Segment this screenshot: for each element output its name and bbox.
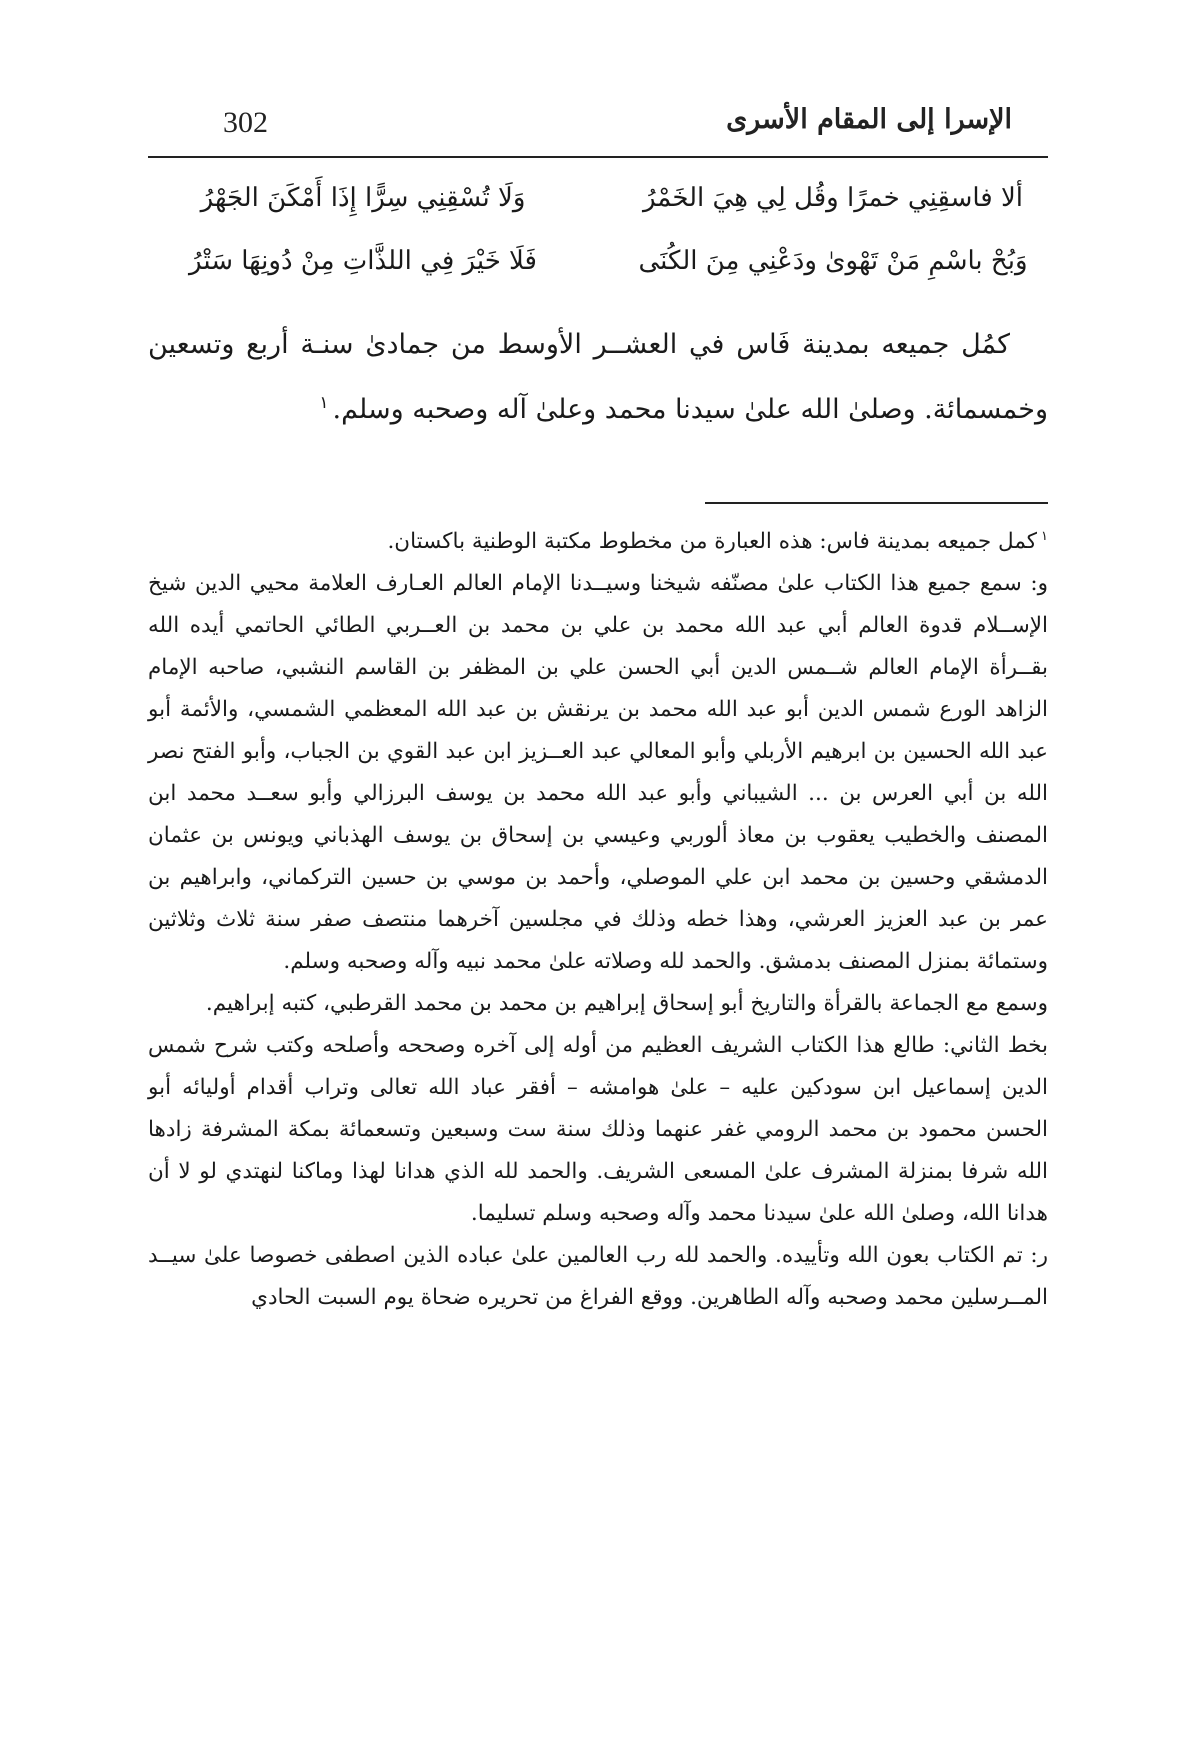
sama-note <box>148 983 1048 1025</box>
footnote-1 <box>148 516 1048 563</box>
manuscript-ra-note <box>148 1235 1048 1319</box>
colophon-paragraph <box>148 316 1048 439</box>
manuscript-label-second: بخط الثاني: <box>942 1033 1048 1059</box>
manuscript-waw-text: سمع جميع هذا الكتاب علىٰ مصنّفه شيخنا وسيــدنا الإمام العالم العـارف العلامة محيي الدين شيخ الإســلام قدوة العالم أبي عبد الله محمد بن علي بن محمد بن العــربي الطائي الحاتمي أيده الله بقــرأة الإمام العالم شــمس الدين أبي الحسن علي بن المظفر بن القاسم النشبي، صاحبه الإمام الزاهد الورع شمس الدين أبو عبد الله محمد بن يرنقش بن عبد الله المعظمي الشمسي، والأئمة أبو عبد الله الحسين بن ابرهيم الأربلي وأبو المعالي عبد العــزيز ابن عبد القوي بن الجباب، وأبو الفتح نصر الله بن أبي العرس بن ... الشيباني وأبو عبد الله محمد بن يوسف البرزالي وأبو سعــد محمد ابن المصنف والخطيب يعقوب بن معاذ ألوربي وعيسي بن إسحاق بن يوسف الهذباني ويونس بن عثمان الدمشقي وحسين بن محمد ابن علي الموصلي، وأحمد بن موسي بن حسين التركماني، وابراهيم بن عمر بن عبد العزيز العرشي، وهذا خطه وذلك في مجلسين آخرهما منتصف صفر سنة ثلاث وثلاثين وستمائة بمنزل المصنف بدمشق. والحمد لله وصلاته علىٰ محمد نبيه وآله وصحبه وسلم. <box>148 571 1048 975</box>
second-hand-note <box>148 1025 1048 1235</box>
footnote-reference: ١ <box>319 393 329 413</box>
footnote-1-text: كمل جميعه بمدينة فاس: هذه العبارة من مخطوط مكتبة الوطنية باكستان. <box>387 529 1038 555</box>
poem-verse <box>148 229 1048 292</box>
colophon-text: كمُل جميعه بمدينة فَاس في العشــر الأوسط من جمادىٰ سنـة أربع وتسعين وخمسمائة. وصلىٰ الله علىٰ سيدنا محمد وعلىٰ آله وصحبه وسلم. <box>148 329 1048 425</box>
sama-text: وسمع مع الجماعة بالقرأة والتاريخ أبو إسحاق إبراهيم بن محمد بن محمد القرطبي، كتبه إبراهيم. <box>205 991 1048 1017</box>
running-title: الإسرا إلى المقام الأسرى <box>726 104 1012 135</box>
footnote-marker: ١ <box>1041 529 1048 544</box>
footnote-separator <box>705 502 1048 504</box>
poem-verse <box>148 166 1048 229</box>
page-header <box>148 92 1048 152</box>
manuscript-waw-note <box>148 563 1048 983</box>
poem-first-hemistich: ألا فاسقِنِي خمرًا وقُل لِي هِيَ الخَمْرُ <box>642 182 1024 213</box>
manuscript-label-waw: و: <box>1030 571 1049 597</box>
footnotes <box>148 516 1048 1319</box>
poem-first-hemistich: وَبُحْ باسْمِ مَنْ تَهْوىٰ ودَعْنِي مِنَ الكُنَى <box>638 245 1028 276</box>
poem-second-hemistich: وَلَا تُسْقِنِي سِرًّا إِذَا أَمْكَنَ الجَهْرُ <box>200 182 526 213</box>
second-hand-text: طالع هذا الكتاب الشريف العظيم من أوله إلى آخره وصححه وأصلحه وكتب شرح شمس الدين إسماعيل ابن سودكين عليه – علىٰ هوامشه – أفقر عباد الله تعالى وتراب أقدام أوليائه أبو الحسن محمود بن محمد الرومي غفر عنهما وذلك سنة ست وسبعين وتسعمائة بمكة المشرفة زادها الله شرفا بمنزلة المشرف علىٰ المسعى الشريف. والحمد لله الذي هدانا لهذا وماكنا لنهتدي لو لا أن هدانا الله، وصلىٰ الله علىٰ سيدنا محمد وآله وصحبه وسلم تسليما. <box>148 1033 1048 1227</box>
manuscript-label-ra: ر: <box>1030 1243 1048 1269</box>
manuscript-ra-text: تم الكتاب بعون الله وتأييده. والحمد لله رب العالمين علىٰ عباده الذين اصطفى خصوصا علىٰ سيــد المــرسلين محمد وصحبه وآله الطاهرين. ووقع الفراغ من تحريره ضحاة يوم السبت الحادي <box>148 1243 1048 1311</box>
header-rule <box>148 156 1048 158</box>
page-number: 302 <box>223 106 268 139</box>
poem <box>148 166 1048 292</box>
poem-second-hemistich: فَلَا خَيْرَ فِي اللذَّاتِ مِنْ دُونِهَا سَتْرُ <box>189 245 537 276</box>
